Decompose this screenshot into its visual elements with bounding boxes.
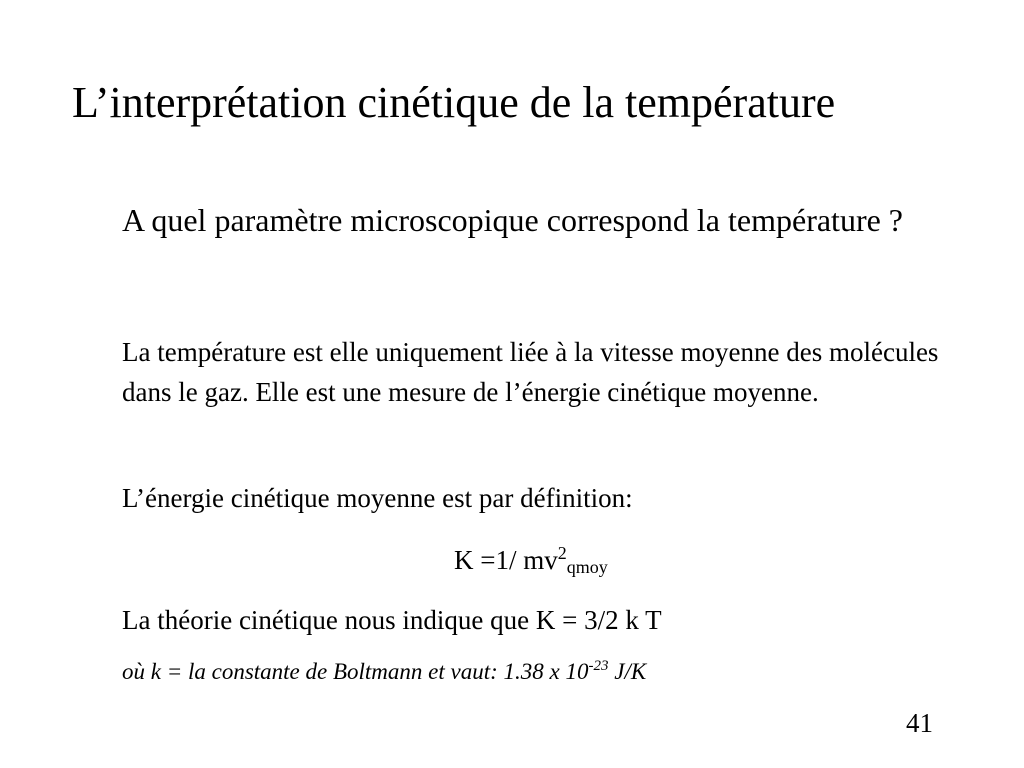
note-exponent: -23 <box>588 658 609 674</box>
boltzmann-constant-note <box>122 655 646 689</box>
paragraph-kinetic-energy-intro: L’énergie cinétique moyenne est par définition: <box>122 483 633 513</box>
slide-title: L’interprétation cinétique de la température <box>72 78 836 127</box>
question-text: A quel paramètre microscopique correspond la température ? <box>122 202 903 238</box>
formula-superscript: 2 <box>557 543 567 563</box>
formula-main: K =1/ mv <box>454 545 558 575</box>
note-unit: J/K <box>608 659 647 684</box>
paragraph-temperature-definition: La température est elle uniquement liée à la vitesse moyenne des molécules dans le gaz. Elle est une mesure de l’énergie cinétique moyenne. <box>122 337 939 407</box>
paragraph-kinetic-theory: La théorie cinétique nous indique que K = 3/2 k T <box>122 605 662 635</box>
formula-subscript: qmoy <box>566 557 608 577</box>
page-number: 41 <box>906 708 933 738</box>
note-text: où k = la constante de Boltmann et vaut: 1.38 x 10 <box>122 659 589 684</box>
kinetic-energy-formula <box>454 540 608 580</box>
